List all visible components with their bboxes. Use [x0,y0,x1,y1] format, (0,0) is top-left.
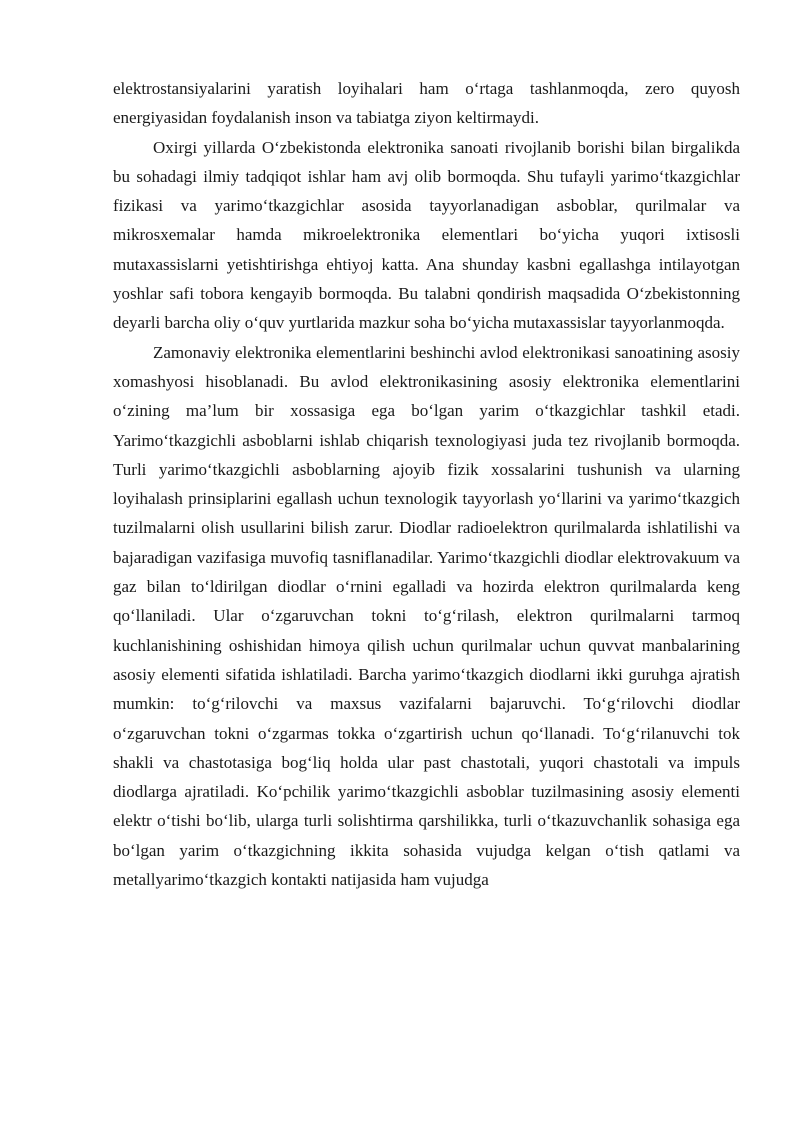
paragraph-continuation: elektrostansiyalarini yaratish loyihalari ham o‘rtaga tashlanmoqda, zero quyosh energiyasidan foydalanish inson va tabiatga ziyon keltirmaydi. [113,79,740,128]
paragraph-semiconductor-diodes: Zamonaviy elektronika elementlarini beshinchi avlod elektronikasi sanoatining asosiy xomashyosi hisoblanadi. Bu avlod elektronikasining asosiy elektronika elementlarini o‘zining ma’lum bir xossasiga ega bo‘lgan yarim o‘tkazgichlar tashkil etadi. Yarimo‘tkazgichli asboblarni ishlab chiqarish texnologiyasi juda tez rivojlanib bormoqda. Turli yarimo‘tkazgichli asboblarning ajoyib fizik xossalarini tushunish va ularning loyihalash prinsiplarini egallash uchun texnologik tayyorlash yo‘llarini va yarimo‘tkazgich tuzilmalarni olish usullarini bilish zarur. Diodlar radioelektron qurilmalarda ishlatilishi va bajaradigan vazifasiga muvofiq tasniflanadilar. Yarimo‘tkazgichli diodlar elektrovakuum va gaz bilan to‘ldirilgan diodlar o‘rnini egalladi va hozirda elektron qurilmalarda keng qo‘llaniladi. Ular o‘zgaruvchan tokni to‘g‘rilash, elektron qurilmalarni tarmoq kuchlanishining oshishidan himoya qilish uchun qurilmalar uchun quvvat manbalarining asosiy elementi sifatida ishlatiladi. Barcha yarimo‘tkazgich diodlarni ikki guruhga ajratish mumkin: to‘g‘rilovchi va maxsus vazifalarni bajaruvchi. To‘g‘rilovchi diodlar o‘zgaruvchan tokni o‘zgarmas tokka o‘zgartirish uchun qo‘llanadi. To‘g‘rilanuvchi tok shakli va chastotasiga bog‘liq holda ular past chastotali, yuqori chastotali va impuls diodlarga ajratiladi. Ko‘pchilik yarimo‘tkazgichli asboblar tuzilmasining asosiy elementi elektr o‘tishi bo‘lib, ularga turli solishtirma qarshilikka, turli o‘tkazuvchanlik sohasiga ega bo‘lgan yarim o‘tkazgichning ikkita sohasida vujudga kelgan o‘tish qatlami va metallyarimo‘tkazgich kontakti natijasida ham vujudga [113,342,740,890]
paragraph-electronics-industry: Oxirgi yillarda O‘zbekistonda elektronika sanoati rivojlanib borishi bilan birgalikda bu sohadagi ilmiy tadqiqot ishlar ham avj olib bormoqda. Shu tufayli yarimo‘tkazgichlar fizikasi va yarimo‘tkazgichlar asosida tayyorlanadigan asboblar, qurilmalar va mikrosxemalar hamda mikroelektronika elementlari bo‘yicha yuqori ixtisosli mutaxassislarni yetishtirishga ehtiyoj katta. Ana shunday kasbni egallashga intilayotgan yoshlar safi tobora kengayib bormoqda. Bu talabni qondirish maqsadida O‘zbekistonning deyarli barcha oliy o‘quv yurtlarida mazkur soha bo‘yicha mutaxassislar tayyorlanmoqda. [113,137,740,333]
body-text [113,74,740,894]
